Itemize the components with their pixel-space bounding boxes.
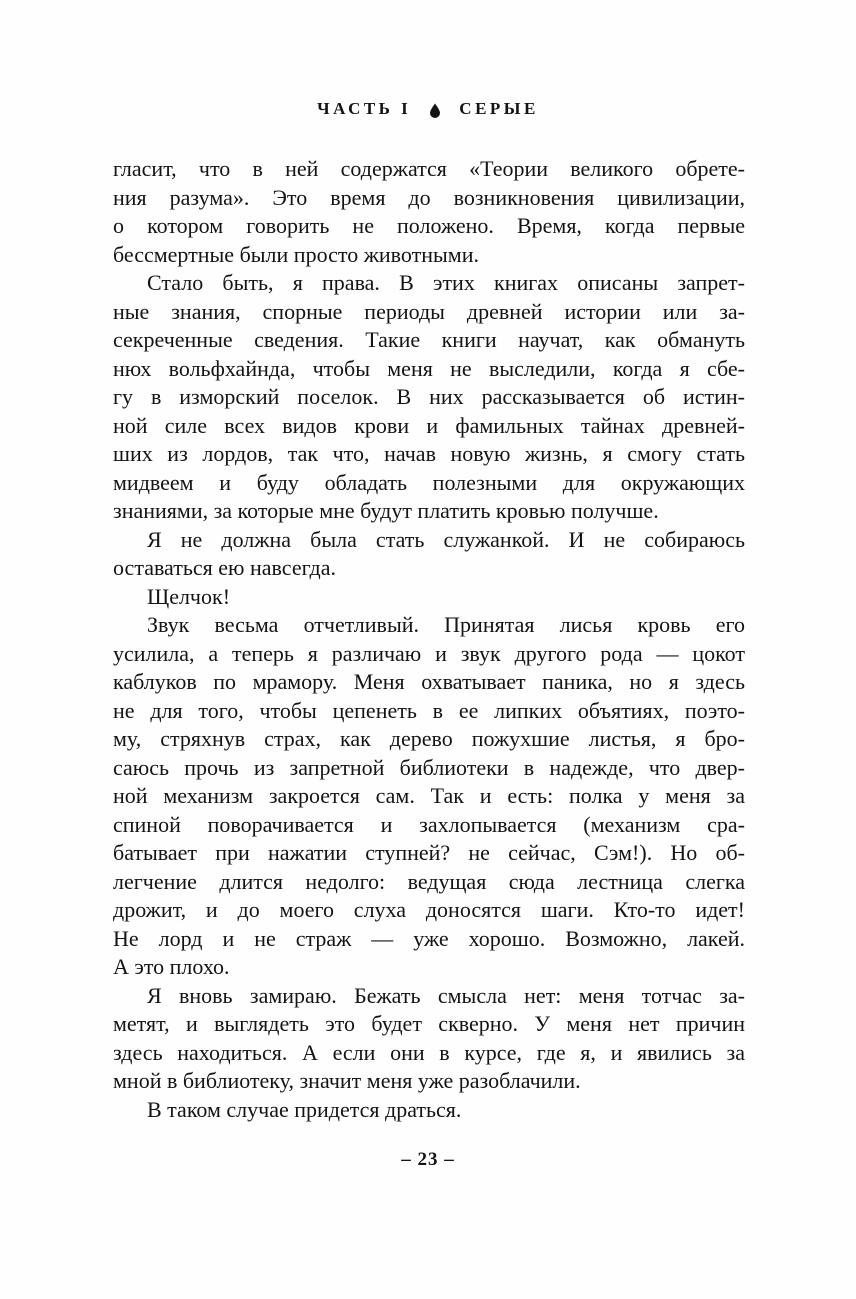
text-line: не для того, чтобы цепенеть в ее липких объятиях, поэто-	[113, 697, 745, 723]
part-label: ЧАСТЬ I	[317, 99, 412, 118]
text-line: о котором говорить не положено. Время, когда первые	[113, 213, 745, 238]
text-line: Стало быть, я права. В этих книгах описаны запрет-	[147, 270, 745, 295]
page-text	[113, 155, 745, 1124]
text-line: здесь находиться. А если они в курсе, где я, и явились за	[113, 1039, 745, 1065]
text-line: бессмертные были просто животными.	[113, 241, 479, 267]
text-line: нюх вольфхайнда, чтобы меня не выследили, когда я сбе-	[113, 355, 745, 381]
text-line: каблуков по мрамору. Меня охватывает паника, но я здесь	[113, 669, 745, 694]
text-line: Щелчок!	[147, 583, 231, 609]
text-line: секреченные сведения. Такие книги научат, как обмануть	[113, 327, 745, 352]
text-line: оставаться ею навсегда.	[113, 555, 336, 580]
text-line: А это плохо.	[113, 954, 230, 979]
text-line: знаниями, за которые мне будут платить кровью получше.	[113, 498, 659, 523]
text-line: ния разума». Это время до возникновения цивилизации,	[113, 184, 745, 210]
text-line: Я не должна была стать служанкой. И не собираюсь	[147, 526, 745, 552]
text-line: му, стряхнув страх, как дерево пожухшие листья, я бро-	[113, 726, 745, 751]
page-number: – 23 –	[401, 1149, 455, 1170]
text-line: гу в изморский поселок. В них рассказывается об истин-	[113, 384, 745, 409]
text-line: гласит, что в ней содержатся «Теории великого обрете-	[113, 156, 745, 181]
text-line: мидвеем и буду обладать полезными для окружающих	[113, 469, 745, 495]
text-line: легчение длится недолго: ведущая сюда лестница слегка	[113, 868, 745, 894]
text-line: Я вновь замираю. Бежать смысла нет: меня тотчас за-	[147, 982, 745, 1008]
drop-icon	[429, 103, 441, 118]
text-line: Звук весьма отчетливый. Принятая лисья кровь его	[147, 612, 745, 637]
text-line: саюсь прочь из запретной библиотеки в надежде, что двер-	[113, 754, 745, 780]
text-line: усилила, а теперь я различаю и звук другого рода — цокот	[113, 640, 745, 666]
text-line: В таком случае придется драться.	[147, 1096, 462, 1122]
text-line: мной в библиотеку, значит меня уже разоблачили.	[113, 1068, 581, 1093]
text-line: дрожит, и до моего слуха доносятся шаги. Кто-то идет!	[113, 897, 745, 922]
text-line: ные знания, спорные периоды древней истории или за-	[113, 298, 745, 324]
text-line: Не лорд и не страж — уже хорошо. Возможно, лакей.	[113, 925, 745, 951]
text-line: метят, и выглядеть это будет скверно. У меня нет причин	[113, 1011, 745, 1036]
text-line: батывает при нажатии ступней? не сейчас, Сэм!). Но об-	[113, 840, 745, 865]
running-head	[0, 99, 856, 119]
text-line: ной силе всех видов крови и фамильных тайнах древней-	[113, 412, 745, 438]
text-line: ной механизм закроется сам. Так и есть: полка у меня за	[113, 783, 745, 808]
text-line: ших из лордов, так что, начав новую жизнь, я смогу стать	[113, 441, 745, 466]
text-line: спиной поворачивается и захлопывается (механизм сра-	[113, 811, 745, 837]
chapter-label: СЕРЫЕ	[459, 99, 539, 118]
